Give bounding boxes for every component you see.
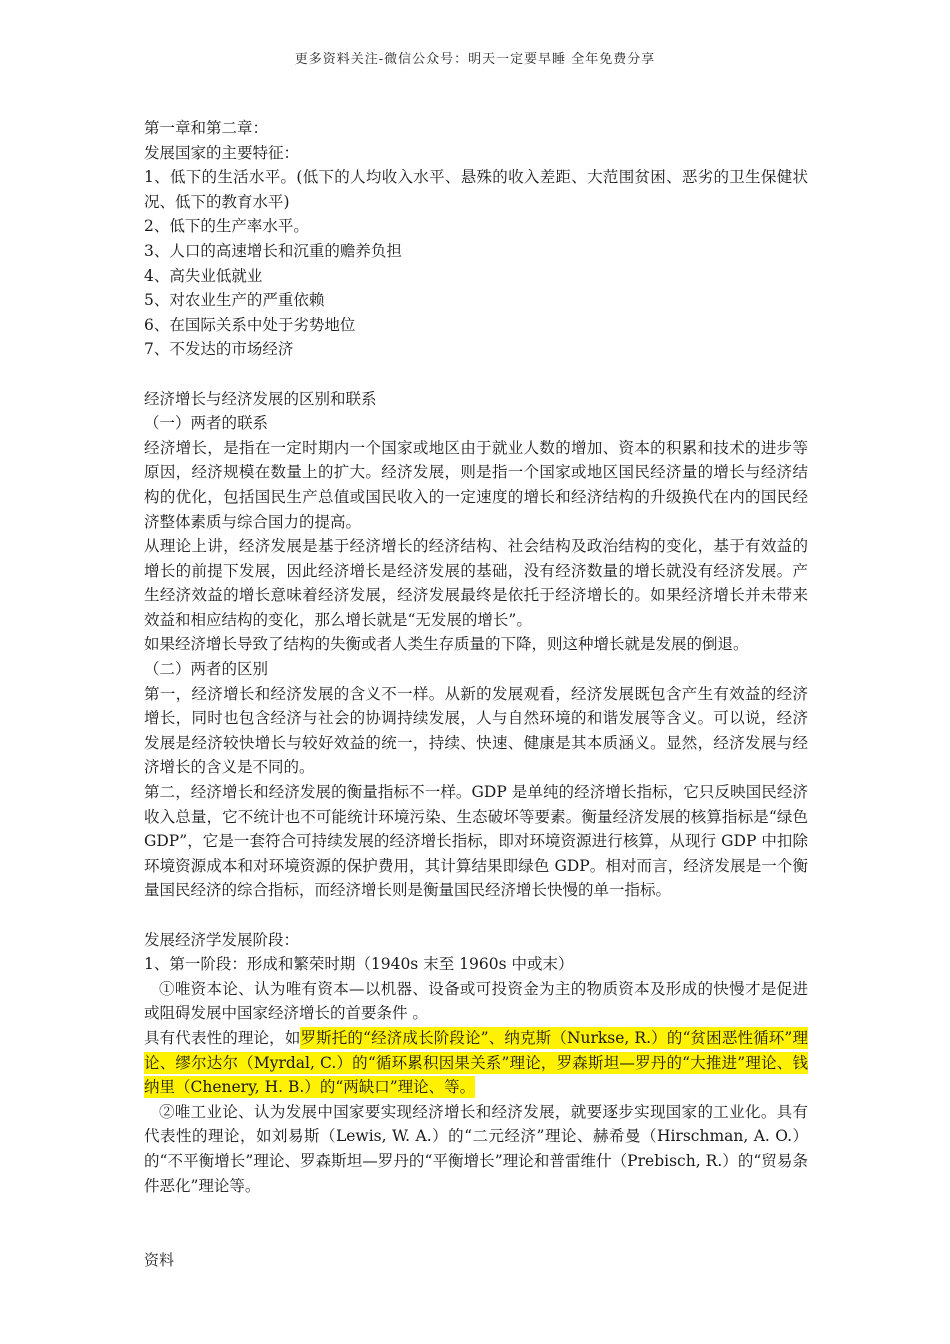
page-footer: 资料 [144,1251,175,1269]
feature-item: 5、对农业生产的严重依赖 [144,291,325,310]
paragraph: 如果经济增长导致了结构的失衡或者人类生存质量的下降，则这种增长就是发展的倒退。 [144,635,749,654]
paragraph: 第二，经济增长和经济发展的衡量指标不一样。GDP 是单纯的经济增长指标，它只反映国民经济收入总量，它不统计也不可能统计环境污染、生态破坏等要素。衡量经济发展的核算指标是“绿色 GDP”，它是一套符合可持续发展的经济增长指标，即对环境资源进行核算，从现行 GDP 中扣除环境资源成本和对环境资源的保护费用，其计算结果即绿色 GDP。相对而言，经济发展是一个衡量国民经济的综合指标，而经济增长则是衡量国民经济增长快慢的单一指标。 [144,783,808,900]
subsection-title: （一）两者的联系 [144,414,269,433]
rep-prefix: 具有代表性的理论，如 [144,1028,301,1047]
paragraph [144,1026,808,1100]
paragraph: 经济增长，是指在一定时期内一个国家或地区由于就业人数的增加、资本的积累和技术的进步等原因，经济规模在数量上的扩大。经济发展，则是指一个国家或地区国民经济量的增长与经济结构的优化，包括国民生产总值或国民收入的一定速度的增长和经济结构的升级换代在内的国民经济整体素质与综合国力的提高。 [144,438,808,531]
section-title: 发展经济学发展阶段： [144,930,300,949]
stage-heading: 1、第一阶段：形成和繁荣时期（1940s 末至 1960s 中或末） [144,955,574,974]
paragraph: ②唯工业论、认为发展中国家要实现经济增长和经济发展，就要逐步实现国家的工业化。具有代表性的理论，如刘易斯（Lewis, W. A.）的“二元经济”理论、赫希曼（Hirschman, A. O.）的“不平衡增长”理论、罗森斯坦—罗丹的“平衡增长”理论和普雷维什（Prebisch, R.）的“贸易条件恶化”理论等。 [144,1102,808,1195]
feature-item: 4、高失业低就业 [144,266,263,285]
feature-item: 6、在国际关系中处于劣势地位 [144,315,356,334]
feature-item: 7、不发达的市场经济 [144,340,294,359]
paragraph: ①唯资本论、认为唯有资本—以机器、设备或可投资金为主的物质资本及形成的快慢才是促进或阻碍发展中国家经济增长的首要条件 。 [144,979,808,1023]
highlighted-text: 罗斯托的“经济成长阶段论”、纳克斯（Nurkse, R.）的“贫困恶性循环”理论、缪尔达尔（Myrdal, C.）的“循环累积因果关系”理论，罗森斯坦—罗丹的“大推进”理论、钱纳里（Chenery, H. B.）的“两缺口”理论、等。 [144,1028,808,1097]
section-title: 经济增长与经济发展的区别和联系 [144,389,377,408]
feature-item: 3、人口的高速增长和沉重的赡养负担 [144,241,402,260]
feature-item: 2、低下的生产率水平。 [144,217,309,236]
feature-item: 1、低下的生活水平。(低下的人均收入水平、悬殊的收入差距、大范围贫困、恶劣的卫生保健状况、低下的教育水平) [144,168,808,211]
subsection-title: （二）两者的区别 [144,660,269,679]
document-body [144,116,808,1198]
features-title: 发展国家的主要特征： [144,143,300,162]
paragraph: 第一，经济增长和经济发展的含义不一样。从新的发展观看，经济发展既包含产生有效益的经济增长，同时也包含经济与社会的协调持续发展，人与自然环境的和谐发展等含义。可以说，经济发展是经济较快增长与较好效益的统一，持续、快速、健康是其本质涵义。显然，经济发展与经济增长的含义是不同的。 [144,684,808,777]
paragraph: 从理论上讲，经济发展是基于经济增长的经济结构、社会结构及政治结构的变化，基于有效益的增长的前提下发展，因此经济增长是经济发展的基础，没有经济数量的增长就没有经济发展。产生经济效益的增长意味着经济发展，经济发展最终是依托于经济增长的。如果经济增长并未带来效益和相应结构的变化，那么增长就是“无发展的增长”。 [144,537,808,629]
chapter-title: 第一章和第二章： [144,119,269,137]
page-header: 更多资料关注-微信公众号：明天一定要早睡 全年免费分享 [294,52,656,67]
